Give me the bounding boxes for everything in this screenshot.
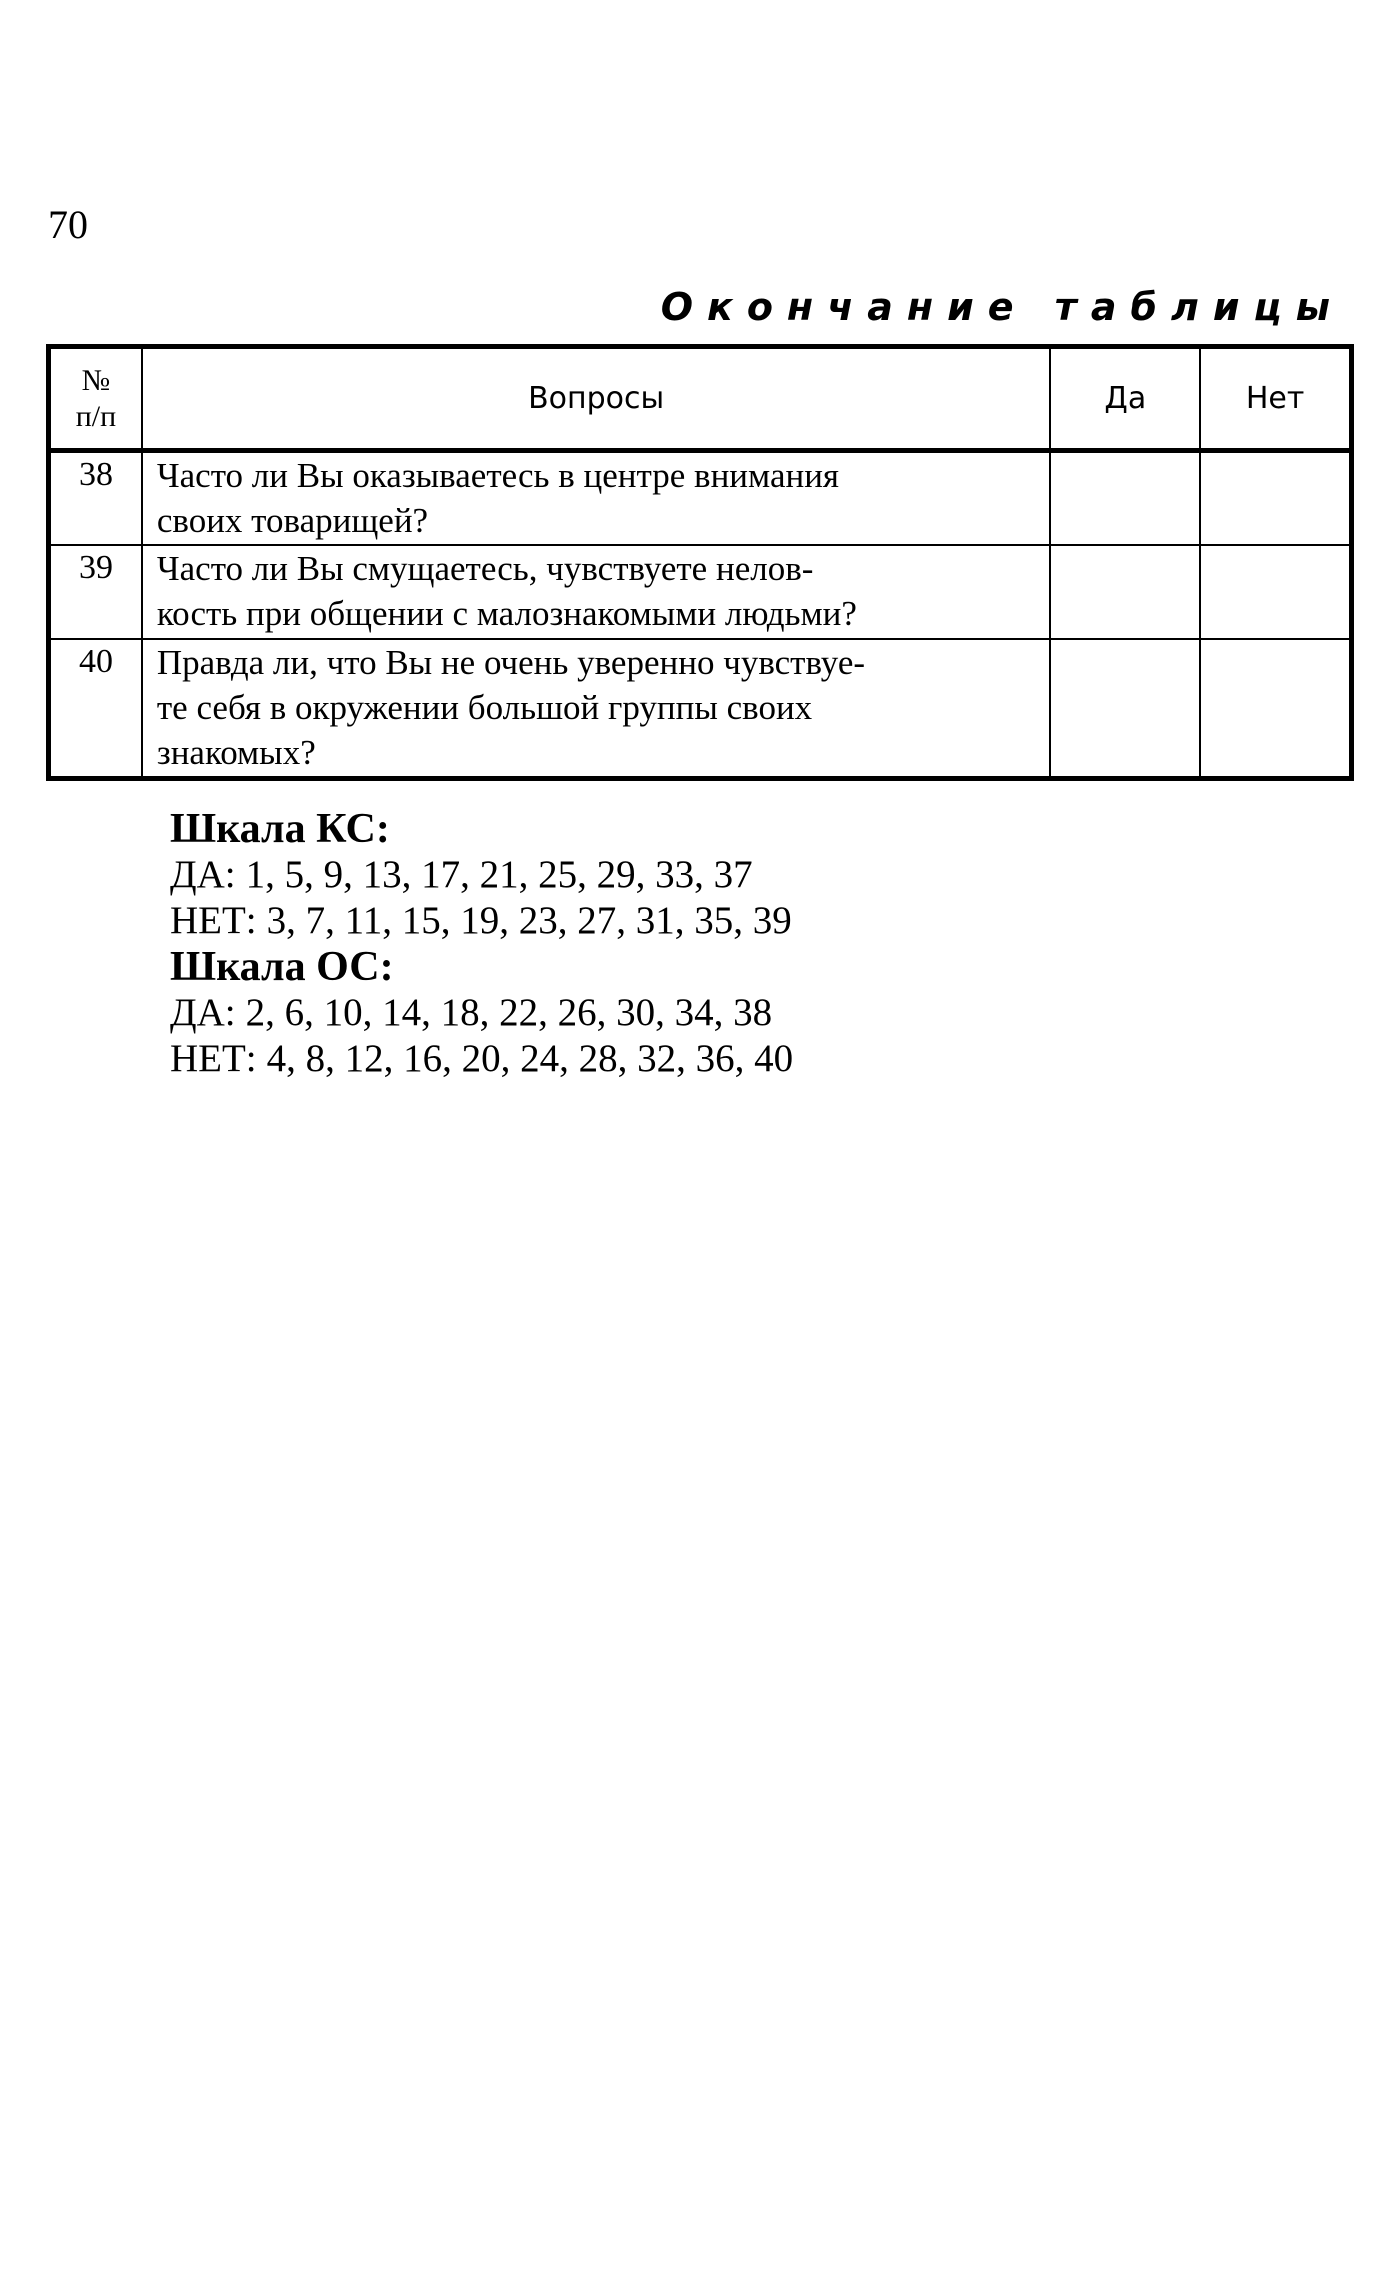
scale-no-items: 3, 7, 11, 15, 19, 23, 27, 31, 35, 39 <box>266 899 792 942</box>
scale-os-title: Шкала ОС: <box>170 944 394 990</box>
scale-ks-yes <box>170 852 793 898</box>
questionnaire-table <box>46 344 1354 781</box>
question-line: своих товарищей? <box>156 501 429 540</box>
scale-yes-items: 1, 5, 9, 13, 17, 21, 25, 29, 33, 37 <box>245 853 753 896</box>
scale-yes-items: 2, 6, 10, 14, 18, 22, 26, 30, 34, 38 <box>245 991 773 1034</box>
scale-yes-label: ДА: <box>170 991 236 1034</box>
question-line: те себя в окружении большой группы своих <box>156 687 813 727</box>
table-row <box>49 545 1352 639</box>
question-text <box>142 639 1051 779</box>
scale-os-yes <box>170 990 793 1036</box>
header-yes: Да <box>1050 347 1200 451</box>
header-number-abbrev: п/п <box>75 399 117 433</box>
page-number: 70 <box>48 202 88 247</box>
row-number: 39 <box>49 545 142 639</box>
question-text <box>142 545 1051 639</box>
header-number-sign: № <box>81 363 111 397</box>
answer-yes-cell[interactable] <box>1050 451 1200 545</box>
scale-ks-no <box>170 898 793 944</box>
header-questions: Вопросы <box>142 347 1051 451</box>
scale-no-label: НЕТ: <box>170 899 257 942</box>
table-row <box>49 451 1352 545</box>
header-number <box>49 347 142 451</box>
row-number: 40 <box>49 639 142 779</box>
question-line: Часто ли Вы оказываетесь в центре внимания <box>156 456 840 495</box>
scale-no-label: НЕТ: <box>170 1037 257 1080</box>
question-line: Правда ли, что Вы не очень уверенно чувствуе- <box>156 642 866 682</box>
table-header-row <box>49 347 1352 451</box>
question-text <box>142 451 1051 545</box>
table-caption: Окончание таблицы <box>660 285 1344 329</box>
header-no: Нет <box>1200 347 1351 451</box>
answer-yes-cell[interactable] <box>1050 545 1200 639</box>
scale-yes-label: ДА: <box>170 853 236 896</box>
row-number: 38 <box>49 451 142 545</box>
scale-ks-title: Шкала КС: <box>170 806 390 852</box>
question-line: Часто ли Вы смущаетесь, чувствуете нелов- <box>156 548 814 588</box>
table-row <box>49 639 1352 779</box>
answer-no-cell[interactable] <box>1200 639 1351 779</box>
answer-no-cell[interactable] <box>1200 545 1351 639</box>
answer-yes-cell[interactable] <box>1050 639 1200 779</box>
scale-os-no <box>170 1036 793 1082</box>
question-line: кость при общении с малознакомыми людьми? <box>156 593 857 633</box>
scale-no-items: 4, 8, 12, 16, 20, 24, 28, 32, 36, 40 <box>266 1037 794 1080</box>
scoring-key <box>170 806 793 1082</box>
question-line: знакомых? <box>156 732 316 772</box>
answer-no-cell[interactable] <box>1200 451 1351 545</box>
